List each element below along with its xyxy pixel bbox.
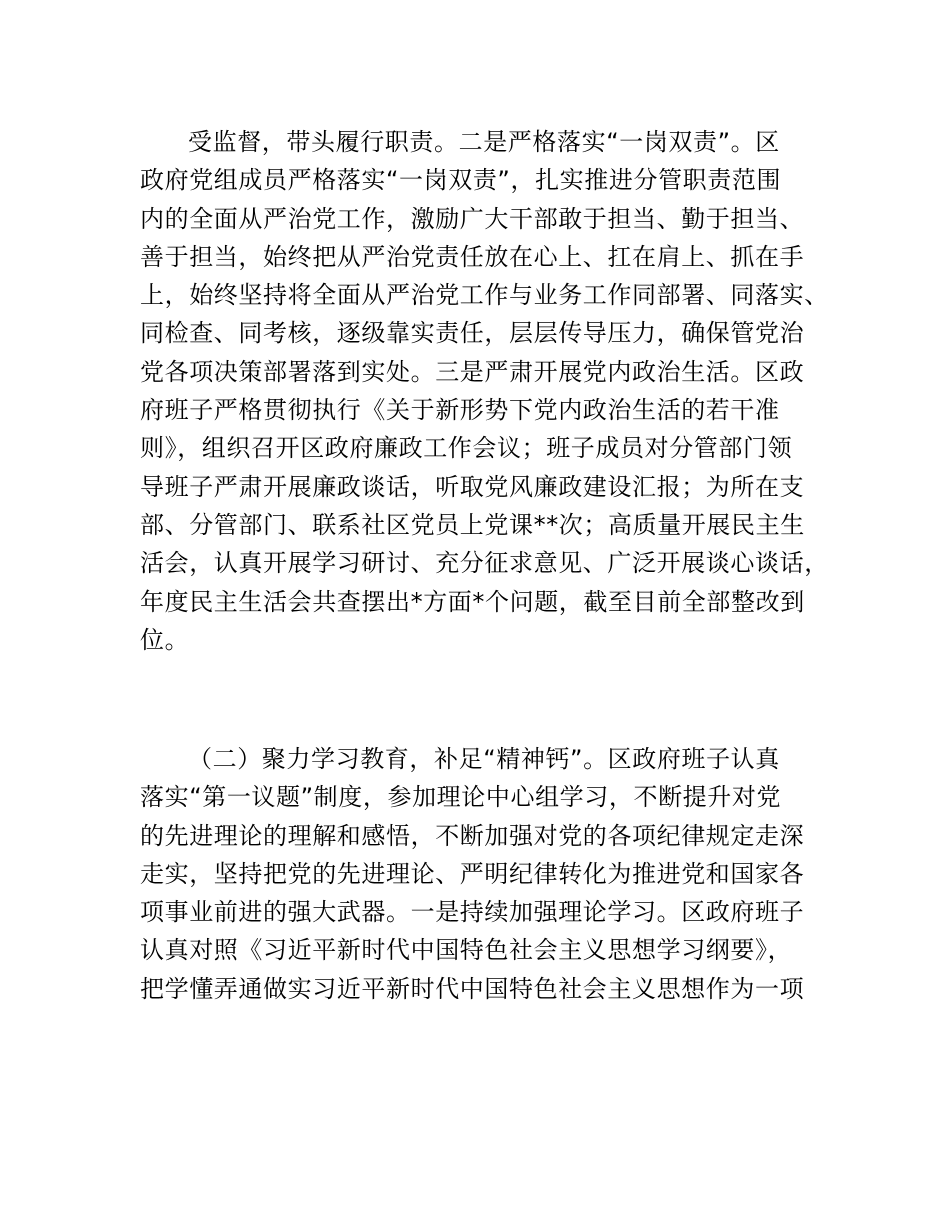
text-line: 导班子严肃开展廉政谈话，听取党风廉政建设汇报；为所在支 [140,472,805,501]
text-line: 认真对照《习近平新时代中国特色社会主义思想学习纲要》， [140,936,793,965]
text-line: 走实，坚持把党的先进理论、严明纪律转化为推进党和国家各 [140,859,805,888]
text-line: 善于担当，始终把从严治党责任放在心上、扛在肩上、抓在手 [140,242,805,271]
text-line: 活会，认真开展学习研讨、充分征求意见、广泛开展谈心谈话， [140,549,829,578]
text-line: 内的全面从严治党工作，激励广大干部敢于担当、勤于担当、 [140,204,805,233]
text-line: 同检查、同考核，逐级靠实责任，层层传导压力，确保管党治 [140,319,805,348]
text-line: 把学懂弄通做实习近平新时代中国特色社会主义思想作为一项 [140,974,805,1003]
paragraph-2 [140,740,830,1008]
text-line: 党各项决策部署落到实处。三是严肃开展党内政治生活。区政 [140,357,805,386]
text-line: 年度民主生活会共查摆出*方面*个问题，截至目前全部整改到 [140,587,805,616]
text-line: （二）聚力学习教育，补足“精神钙”。区政府班子认真 [188,745,780,773]
text-line: 府班子严格贯彻执行《关于新形势下党内政治生活的若干准 [140,396,780,425]
text-line: 部、分管部门、联系社区党员上党课**次；高质量开展民主生 [140,510,805,539]
text-line: 则》，组织召开区政府廉政工作会议；班子成员对分管部门领 [140,434,793,463]
text-line: 项事业前进的强大武器。一是持续加强理论学习。区政府班子 [140,898,805,927]
text-line: 位。 [140,625,190,654]
text-line: 落实“第一议题”制度，参加理论中心组学习，不断提升对党 [140,783,782,812]
text-line: 政府党组成员严格落实“一岗双责”，扎实推进分管职责范围 [140,166,782,195]
text-line: 受监督，带头履行职责。二是严格落实“一岗双责”。区 [188,128,780,156]
paragraph-1 [140,123,830,659]
text-line: 上，始终坚持将全面从严治党工作与业务工作同部署、同落实、 [140,281,829,310]
text-line: 的先进理论的理解和感悟，不断加强对党的各项纪律规定走深 [140,821,805,850]
